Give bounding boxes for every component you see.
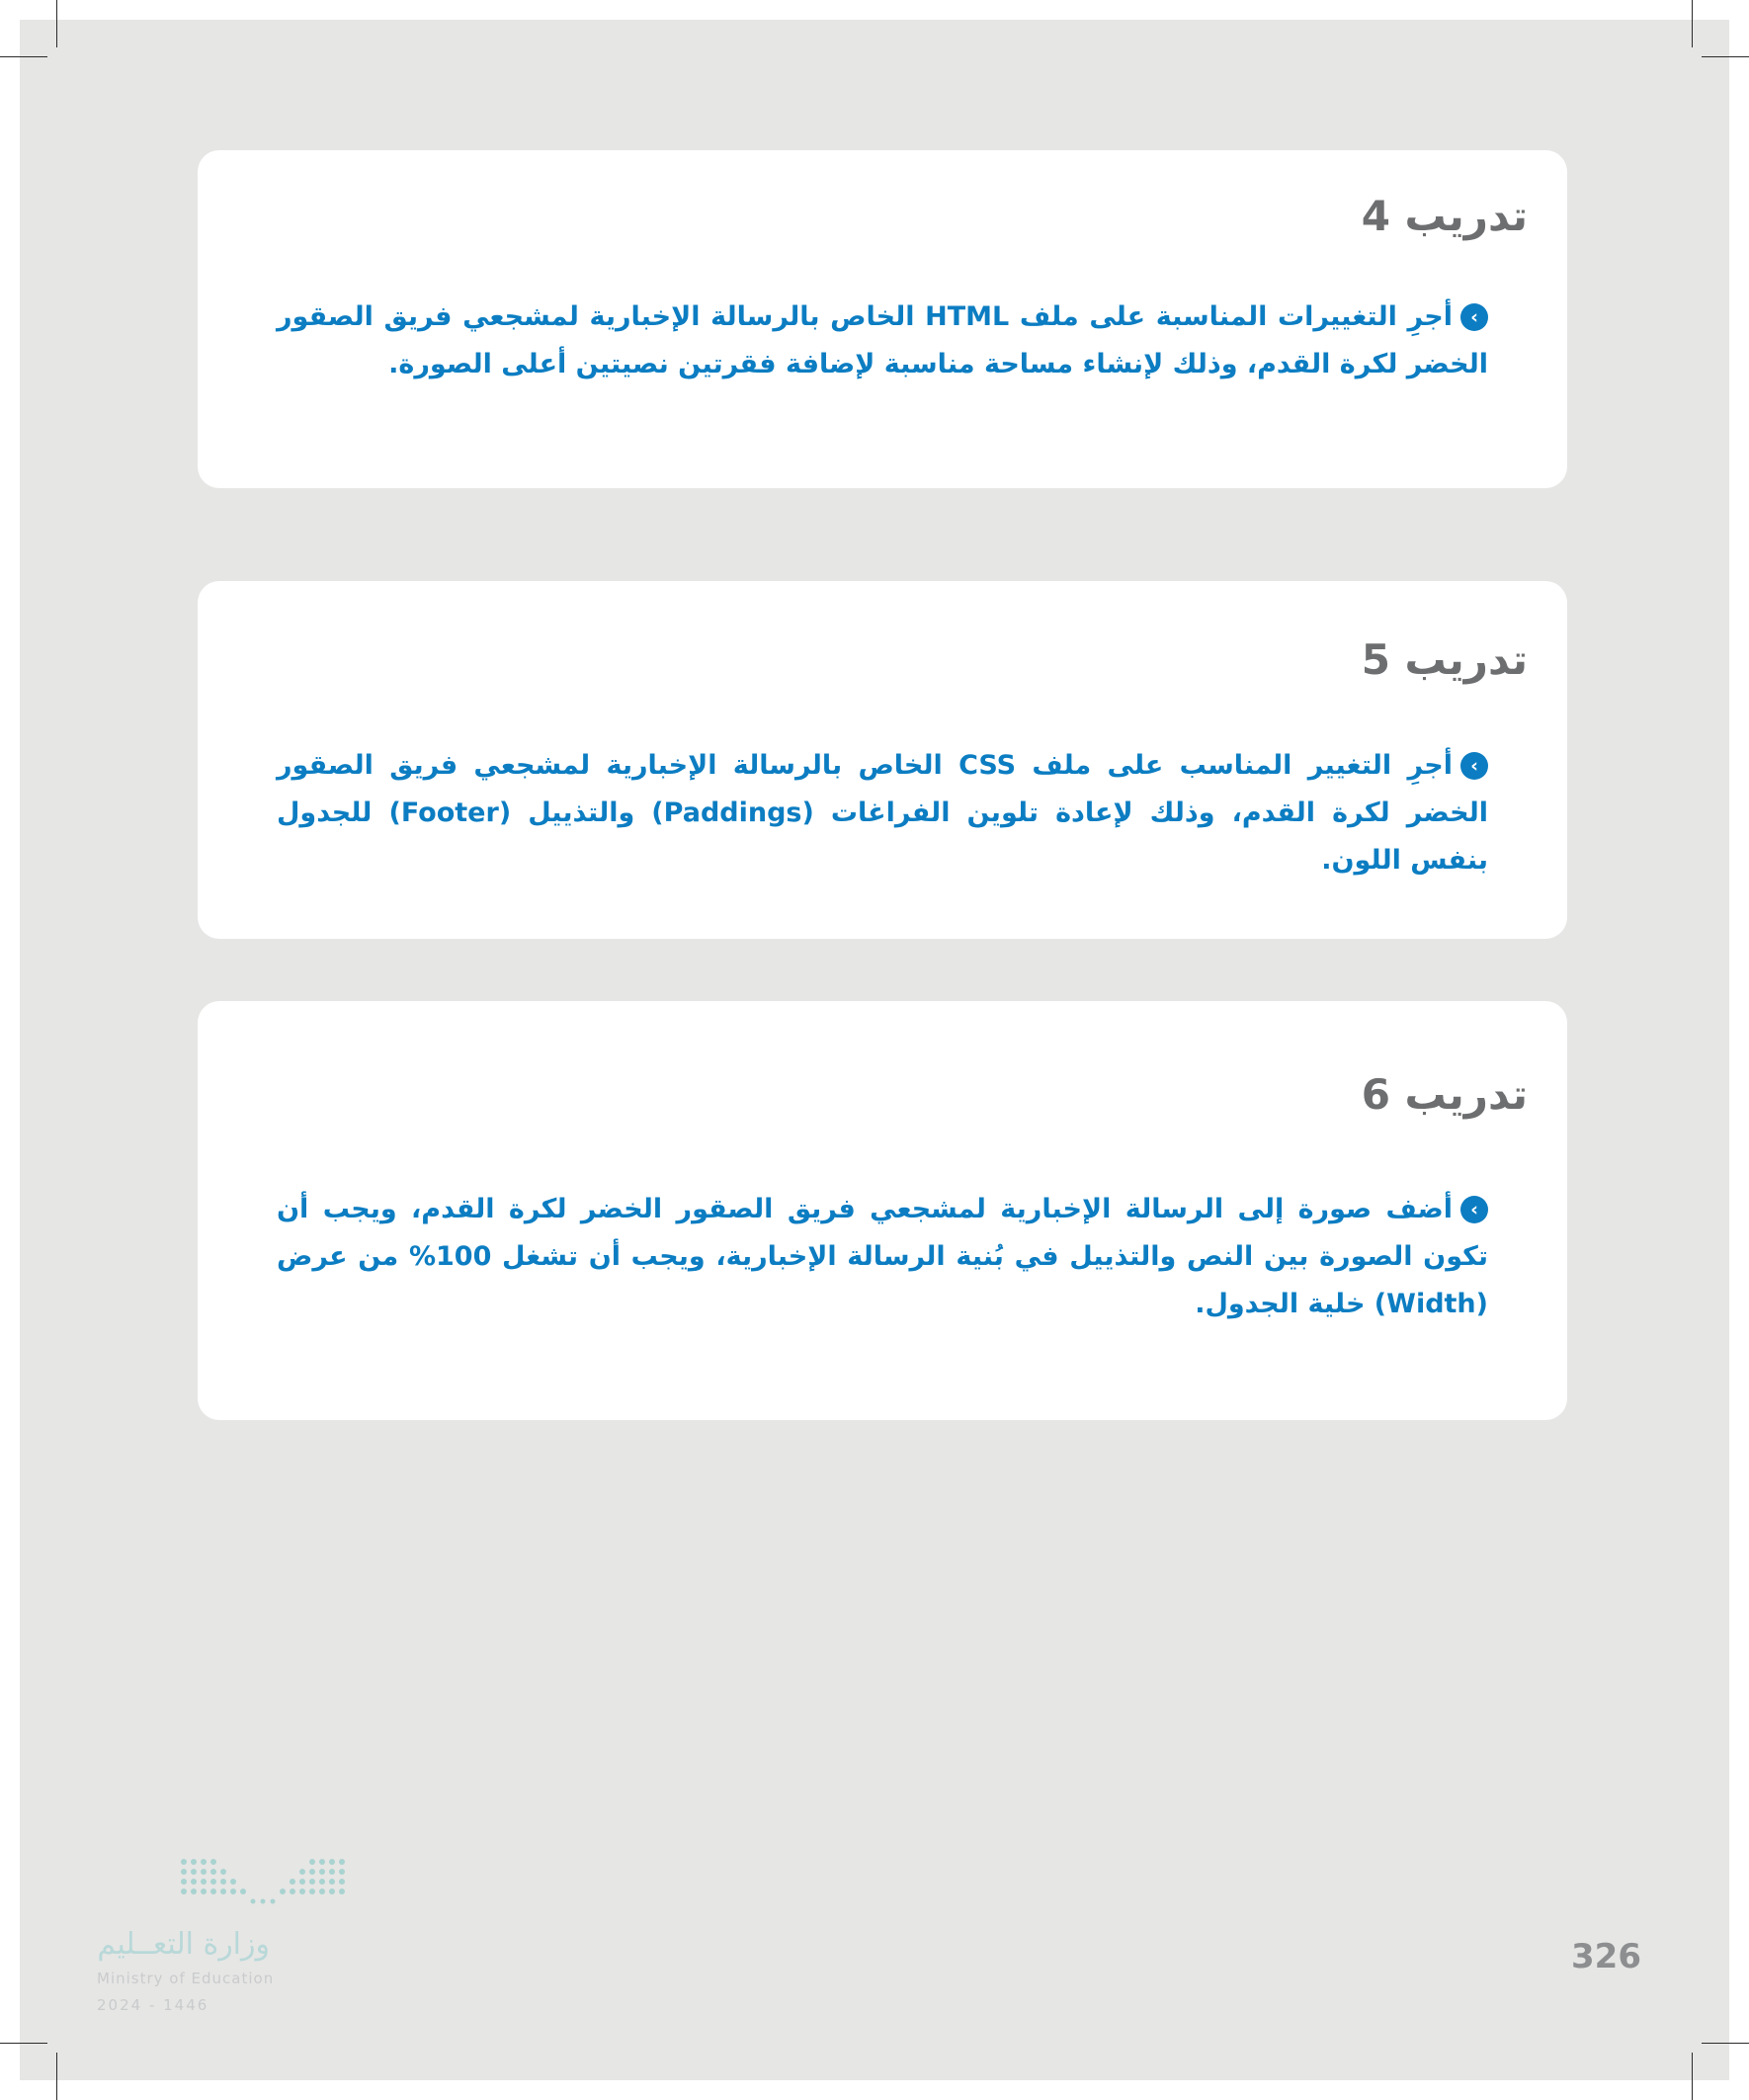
chevron-left-circle-icon: ‹ <box>1460 303 1488 331</box>
crop-mark <box>56 0 57 47</box>
crop-mark <box>1702 2043 1749 2044</box>
exercise-card-5 <box>198 581 1567 939</box>
exercise-text: أجرِ التغييرات المناسبة على ملف HTML الخاص بالرسالة الإخبارية لمشجعي فريق الصقور الخضر لكرة القدم، وذلك لإنشاء مساحة مناسبة لإضافة فقرتين نصيتين أعلى الصورة. <box>277 301 1488 379</box>
crop-mark <box>0 2043 47 2044</box>
crop-mark <box>0 56 47 57</box>
chevron-left-circle-icon: ‹ <box>1460 1196 1488 1223</box>
exercise-title: تدريب 4 <box>1361 192 1528 240</box>
ministry-year: 2024 - 1446 <box>97 1996 209 2014</box>
exercise-title: تدريب 5 <box>1361 635 1528 684</box>
exercise-card-6 <box>198 1001 1567 1420</box>
ministry-name-english: Ministry of Education <box>97 1970 275 1987</box>
ministry-name-arabic: وزارة التعــليم <box>97 1927 270 1962</box>
exercise-title: تدريب 6 <box>1361 1070 1528 1119</box>
crop-mark <box>56 2053 57 2100</box>
ministry-logo-icon <box>178 1856 352 1907</box>
chevron-left-circle-icon: ‹ <box>1460 752 1488 780</box>
page-number: 326 <box>1571 1937 1641 1976</box>
crop-mark <box>1692 2053 1693 2100</box>
exercise-text: أضف صورة إلى الرسالة الإخبارية لمشجعي فريق الصقور الخضر لكرة القدم، ويجب أن تكون الصورة بين النص والتذييل في بُنية الرسالة الإخبارية، ويجب أن تشغل 100% من عرض (Width) خلية الجدول. <box>277 1194 1488 1319</box>
crop-mark <box>1692 0 1693 47</box>
crop-mark <box>1702 56 1749 57</box>
exercise-text: أجرِ التغيير المناسب على ملف CSS الخاص بالرسالة الإخبارية لمشجعي فريق الصقور الخضر لكرة القدم، وذلك لإعادة تلوين الفراغات (Paddings) والتذييل (Footer) للجدول بنفس اللون. <box>277 750 1488 876</box>
exercise-card-4 <box>198 150 1567 488</box>
